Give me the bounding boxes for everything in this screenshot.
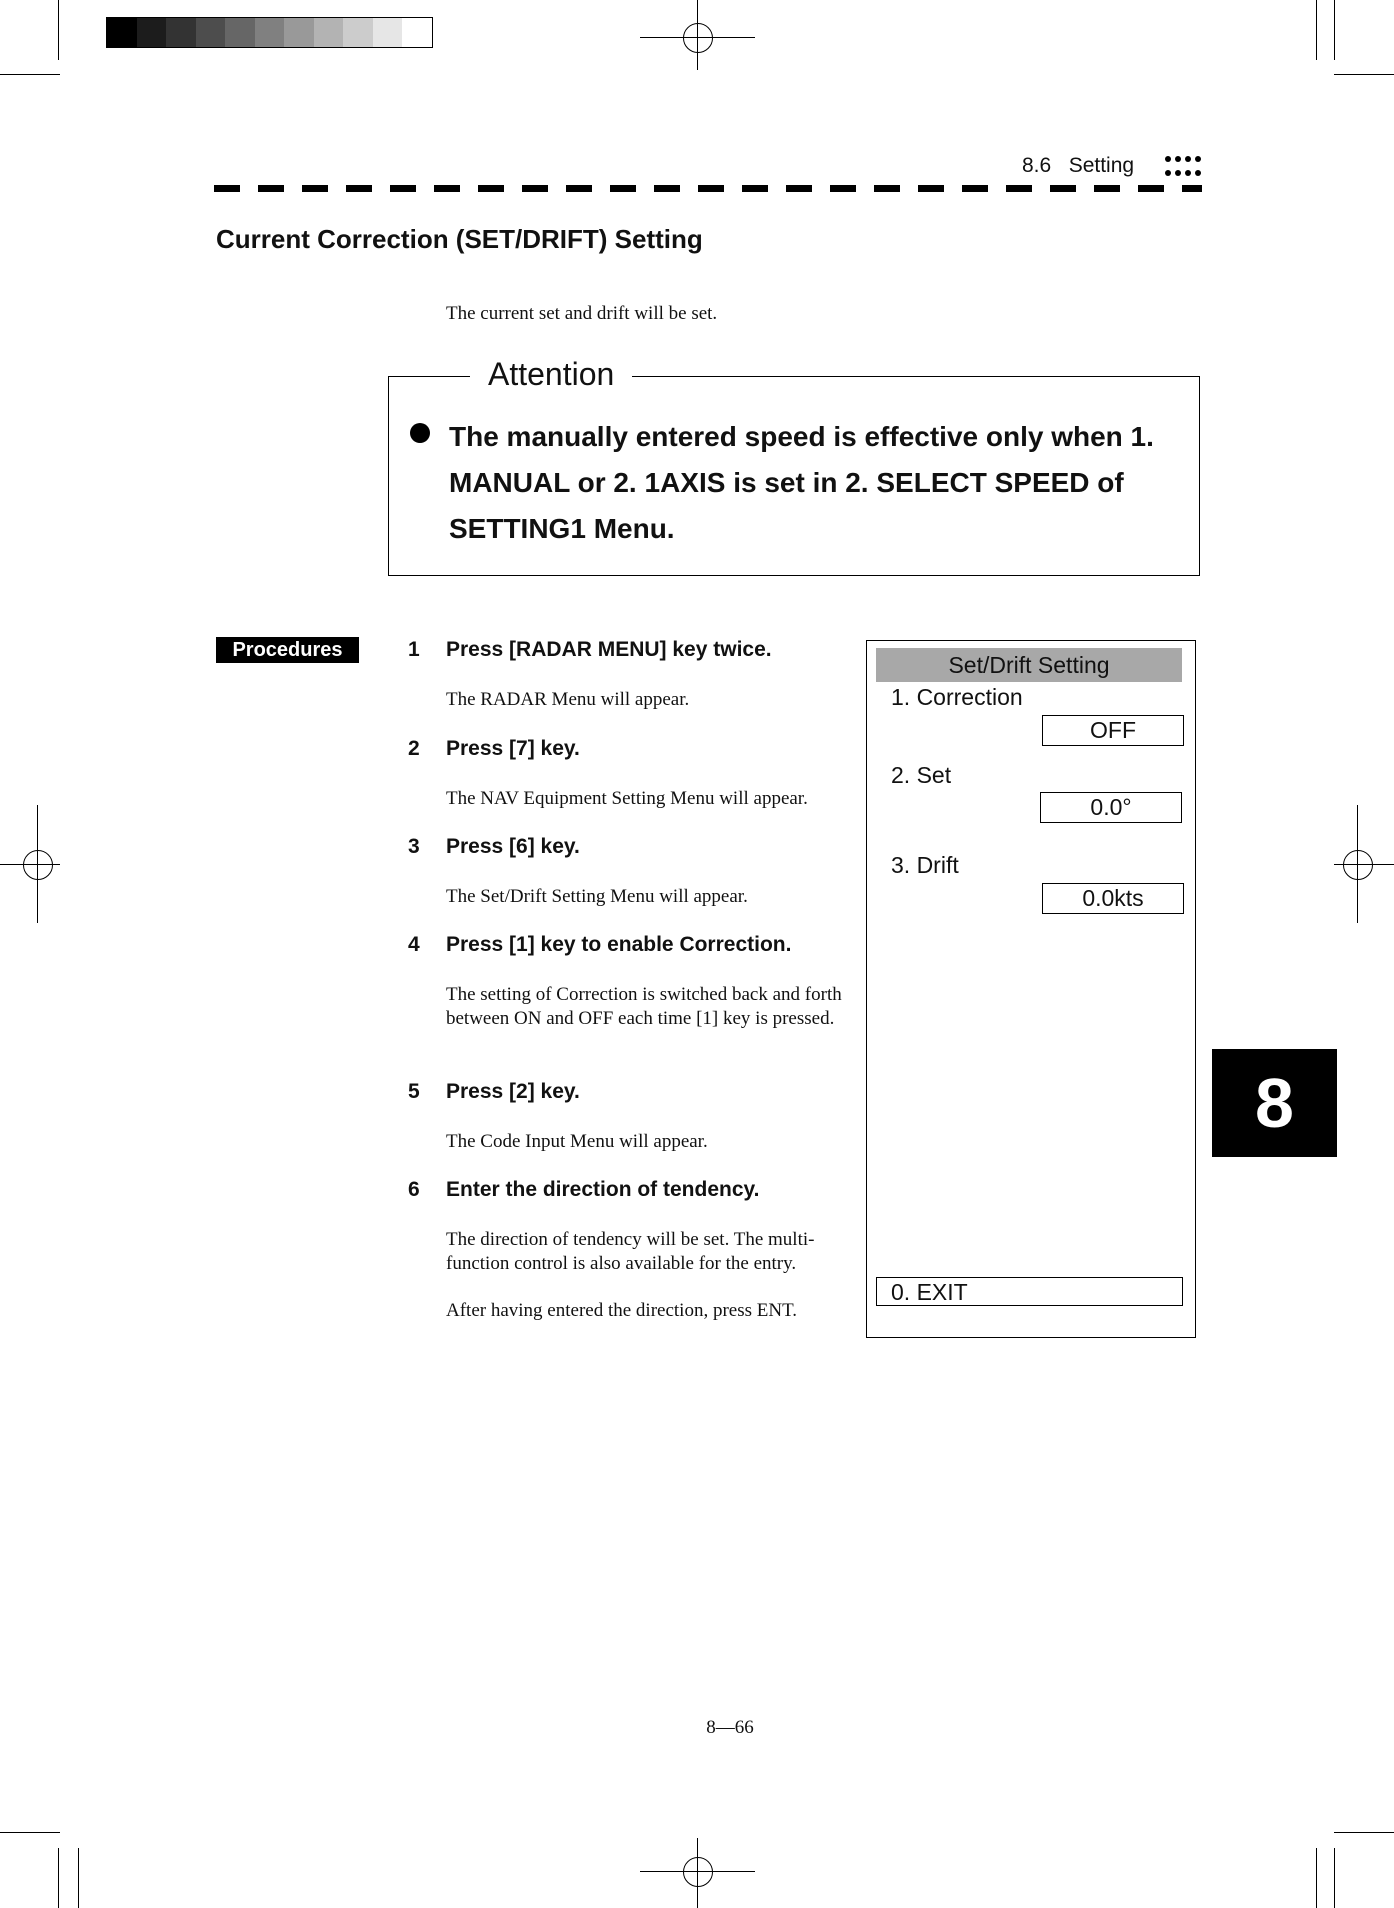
crop-mark [1316,0,1317,60]
step-number: 3 [408,835,420,858]
step-number: 2 [408,737,420,760]
gray-swatch [343,18,373,47]
step-number: 6 [408,1178,420,1201]
procedures-label: Procedures [216,637,359,663]
gray-swatch [225,18,255,47]
attention-title: Attention [470,356,632,393]
step-description: The Code Input Menu will appear. [446,1131,708,1152]
step-heading: Enter the direction of tendency. [446,1178,760,1201]
crop-mark [58,1848,59,1908]
gray-scale-bar [106,17,433,48]
step-heading: Press [6] key. [446,835,580,858]
registration-circle [1343,850,1373,880]
gray-swatch [166,18,196,47]
page-number: 8—66 [706,1717,754,1738]
chapter-tab: 8 [1212,1049,1337,1157]
crop-mark [1334,74,1394,75]
gray-swatch [137,18,167,47]
bullet-icon [410,423,430,443]
gray-swatch [255,18,285,47]
correction-value[interactable]: OFF [1042,715,1184,746]
set-value[interactable]: 0.0° [1040,792,1182,823]
registration-circle [683,23,713,53]
attention-text: The manually entered speed is effective only when 1. MANUAL or 2. 1AXIS is set in 2. SELECT SPEED of SETTING1 Menu. [449,421,1154,544]
step-description: The direction of tendency will be set. The multi-function control is also available for the entry. [446,1229,815,1274]
gray-swatch [107,18,137,47]
step-description: The RADAR Menu will appear. [446,689,690,710]
gray-swatch [373,18,403,47]
step-description: The Set/Drift Setting Menu will appear. [446,886,748,907]
crop-mark [1316,1848,1317,1908]
page-title: Current Correction (SET/DRIFT) Setting [216,224,703,254]
menu-item-drift[interactable]: 3. Drift [891,852,959,878]
step-heading: Press [RADAR MENU] key twice. [446,638,772,661]
menu-item-set[interactable]: 2. Set [891,762,952,788]
crop-mark [1334,1848,1335,1908]
step-description: After having entered the direction, press ENT. [446,1300,798,1321]
step-description: The NAV Equipment Setting Menu will appear. [446,788,808,809]
step-description: The setting of Correction is switched back and forth between ON and OFF each time [1] key is pressed. [446,984,842,1029]
crop-mark [0,74,60,75]
menu-title: Set/Drift Setting [876,648,1182,682]
section-header: 8.6 Setting [1022,154,1135,177]
crop-mark [1334,1832,1394,1833]
crop-mark [58,0,59,60]
menu-exit-item[interactable]: 0. EXIT [876,1277,1183,1306]
step-number: 5 [408,1080,420,1103]
step-heading: Press [1] key to enable Correction. [446,933,792,956]
drift-value[interactable]: 0.0kts [1042,883,1184,914]
step-heading: Press [7] key. [446,737,580,760]
crop-mark [78,1848,79,1908]
dashed-divider [214,185,1202,192]
intro-text: The current set and drift will be set. [446,303,718,324]
dots-ornament [1163,152,1201,182]
step-number: 4 [408,933,420,956]
registration-circle [23,850,53,880]
crop-mark [1334,0,1335,60]
gray-swatch [402,18,432,47]
menu-item-correction[interactable]: 1. Correction [891,684,1023,710]
gray-swatch [196,18,226,47]
registration-circle [683,1857,713,1887]
step-number: 1 [408,638,420,661]
gray-swatch [314,18,344,47]
crop-mark [0,1832,60,1833]
step-heading: Press [2] key. [446,1080,580,1103]
gray-swatch [284,18,314,47]
